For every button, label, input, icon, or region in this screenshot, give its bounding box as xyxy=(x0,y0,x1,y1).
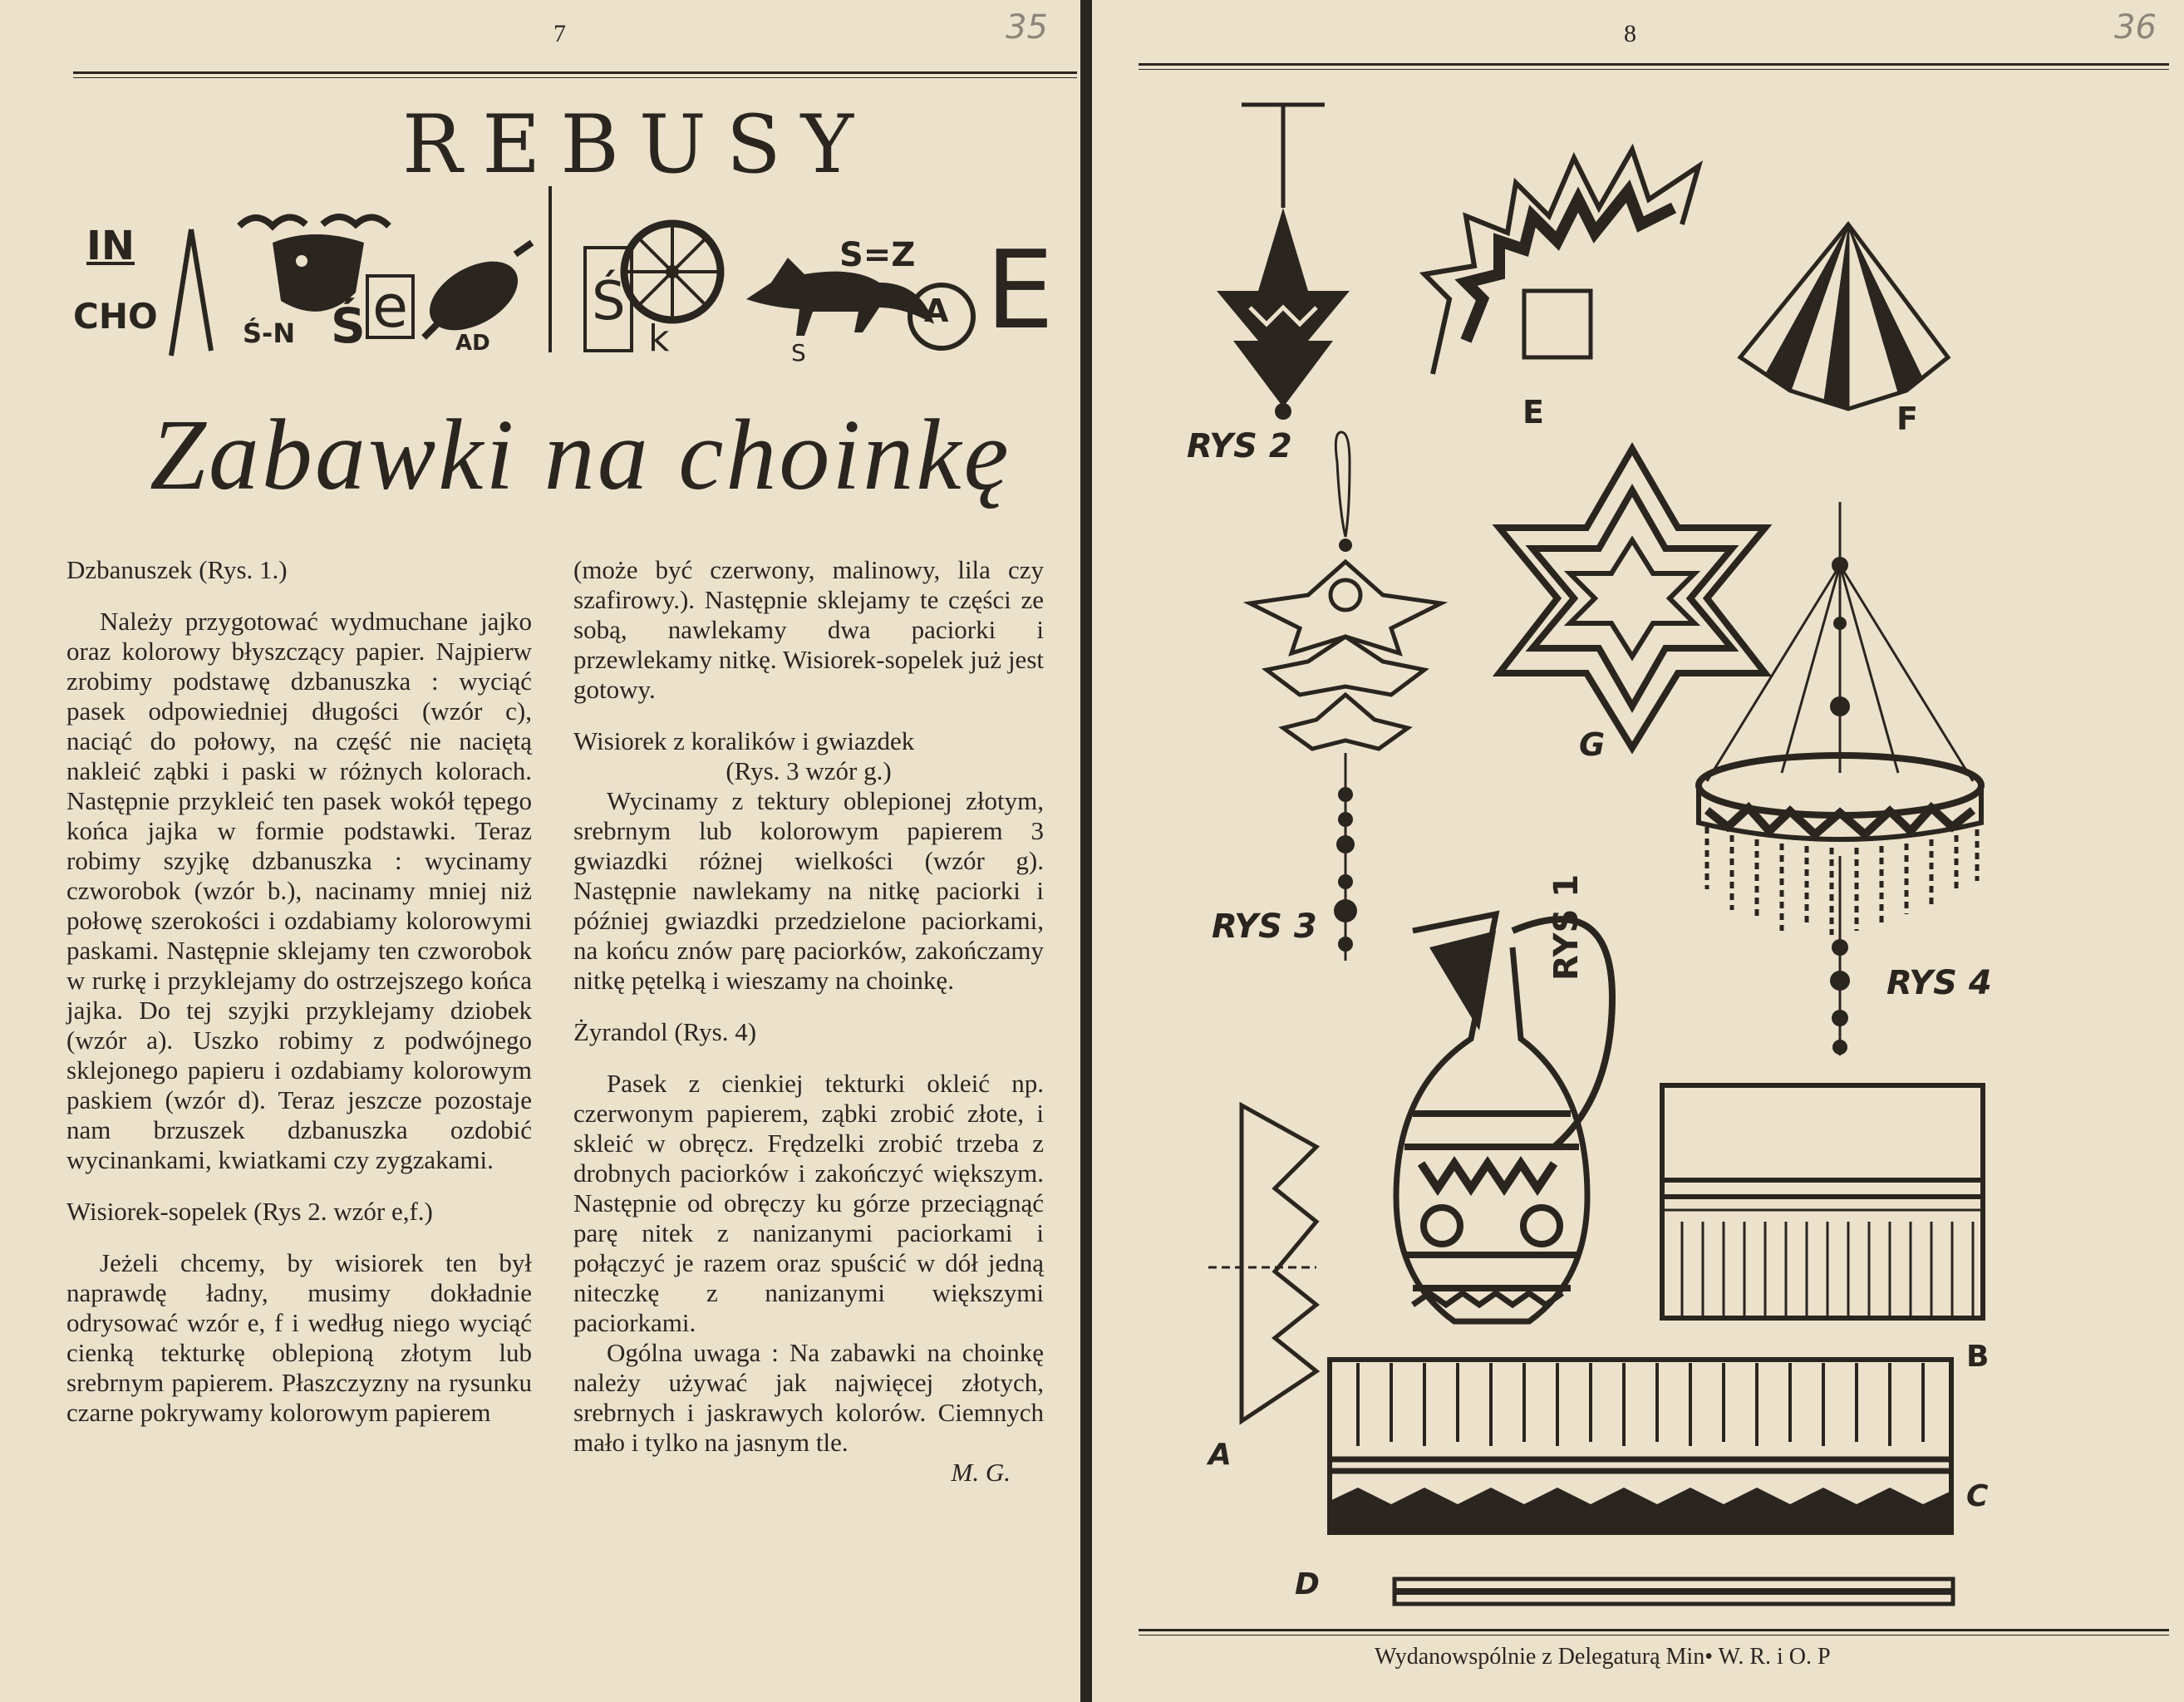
paragraph-dzbanuszek: Należy przygotować wydmuchane jajko oraz kolorowy błyszczący papier. Najpierw zrobimy podstawę dzbanuszka : wyciąć pasek odpowiedniej długości (wzór c), naciąć do połowy, na część nie naciętą nakleić ząbki i paski w różnych kolorach. Następnie przykleić ten pasek wokół tępego końca jajka w formie podstawki. Teraz robimy szyjkę dzbanuszka : wycinamy czworobok (wzór b.), nacinamy mniej niż połowę szerokości i ozdabiamy kolorowymi paskami. Następnie sklejamy ten czworobok w rurkę i przyklejamy do ostrzejszego końca jajka. Do tej szyjki przyklejamy dziobek (wzór a). Uszko robimy z podwójnego sklejonego papieru i ozdabiamy kolorowym paskiem (wzór d). Teraz jeszcze pozostaje nam brzuszek dzbanuszka ozdobić wycinankami, kwiatkami czy zygzakami. xyxy=(66,607,532,1174)
cone-pattern-f-drawing xyxy=(1732,216,1956,416)
left-page xyxy=(0,0,1080,1702)
label-rys1: RYS 1 xyxy=(1547,873,1586,981)
label-b: B xyxy=(1966,1340,1990,1374)
paragraph-zyrandol: Pasek z cienkiej tekturki okleić np. czerwonym papierem, ząbki zrobić złote, i skleić w obręcz. Frędzelki zrobić trzeba z drobnych paciorków i zakończyć większym. Następnie od obręczy ku górze przeciągnąć parę nitek z nanizanymi paciorkami i połączyć je razem oraz spuścić w dół jedną niteczkę z nanizanymi większymi paciorkami. xyxy=(573,1069,1044,1337)
rebus-a-in-g: A xyxy=(924,293,949,329)
header-rule xyxy=(73,71,1077,78)
handle-pattern-d-drawing xyxy=(1391,1576,1956,1609)
label-e: E xyxy=(1522,394,1544,430)
paragraph-wisiorek-koralikow: Wycinamy z tektury oblepionej złotym, srebrnym lub kolorowym papierem 3 gwiazdki różnej wielkości (wzór g). Następnie nawlekamy na nitkę paciorki i później gwiazdki przedzielone paciorkami, na końcu znów parę paciorków, zakończamy nitkę pętelką i wieszamy na choinkę. xyxy=(573,786,1044,995)
wheel-icon xyxy=(618,218,726,326)
spout-pattern-a-drawing xyxy=(1208,1097,1325,1429)
base-pattern-c-drawing xyxy=(1325,1355,1956,1537)
signature: M. G. xyxy=(951,1458,1011,1487)
compass-icon xyxy=(166,226,216,359)
heading-dzbanuszek: Dzbanuszek (Rys. 1.) xyxy=(66,555,288,584)
text-column-2 xyxy=(573,555,1044,1488)
rebus-sn: Ś-N xyxy=(243,317,296,349)
label-c: C xyxy=(1966,1479,1989,1513)
heading-wisiorek-koralikow-ref: (Rys. 3 wzór g.) xyxy=(726,756,892,785)
rebus-sz: S=Z xyxy=(839,236,916,274)
header-rule xyxy=(1139,63,2169,70)
zigzag-pattern-e-drawing xyxy=(1416,133,1715,382)
heading-wisiorek-sopelek: Wisiorek-sopelek (Rys 2. wzór e,f.) xyxy=(66,1197,433,1226)
rebus-a: A xyxy=(321,259,346,296)
footer-rule xyxy=(1139,1629,2169,1636)
label-rys4: RYS 4 xyxy=(1886,964,1992,1002)
page-number: 8 xyxy=(1624,20,1636,47)
publisher-footer: Wydanowspólnie z Delegaturą Min• W. R. i O. P xyxy=(1375,1644,1831,1670)
rebus-in: IN xyxy=(86,223,135,269)
icicle-ornament-drawing xyxy=(1200,91,1366,424)
text-column-1 xyxy=(66,555,532,1428)
rebus-e-big: E xyxy=(986,227,1055,353)
pencil-number: 35 xyxy=(1006,8,1048,47)
paragraph-ogolna-uwaga: Ogólna uwaga : Na zabawki na choinkę należy używać jak najwięcej złotych, srebrnych i jaskrawych kolorów. Ciemnych mało i tylko na jasnym tle. xyxy=(573,1338,1044,1457)
label-g: G xyxy=(1579,726,1606,763)
rebus-title: REBUSY xyxy=(402,98,873,191)
label-d: D xyxy=(1295,1567,1320,1601)
rebus-e-small: e xyxy=(366,274,415,339)
section-title: Zabawki na choinkę xyxy=(150,399,1011,511)
heading-zyrandol: Żyrandol (Rys. 4) xyxy=(573,1017,757,1046)
label-rys3: RYS 3 xyxy=(1212,908,1317,946)
rebus-k: k xyxy=(648,317,670,360)
rebus-s-big: Ś xyxy=(592,271,626,332)
label-a: A xyxy=(1208,1438,1232,1472)
rebus-s-fox: S xyxy=(791,339,806,366)
rebus-divider xyxy=(548,186,552,352)
jug-drawing xyxy=(1363,898,1629,1330)
rebus-s-e: Ś xyxy=(331,298,366,354)
label-rys2: RYS 2 xyxy=(1187,427,1292,465)
paragraph-wisiorek-sopelek: Jeżeli chcemy, by wisiorek ten był naprawdę ładny, musimy dokładnie odrysować wzór e, f i według niego wyciąć cienką tekturkę oblepioną złotym lub srebrnym papierem. Płaszczyzny na rysunku czarne pokrywamy kolorowym papierem xyxy=(66,1248,532,1427)
rebus-ad: AD xyxy=(455,331,490,356)
label-f: F xyxy=(1896,401,1918,437)
neck-pattern-b-drawing xyxy=(1657,1080,1990,1330)
right-page xyxy=(1092,0,2184,1702)
star-pendant-drawing xyxy=(1233,429,1466,969)
heading-wisiorek-koralikow: Wisiorek z koralików i gwiazdek xyxy=(573,726,915,755)
rebus-cho: CHO xyxy=(73,296,158,337)
paragraph-sopelek-cont: (może być czerwony, malinowy, lila czy szafirowy.). Następnie sklejamy te części ze sobą, nawlekamy dwa paciorki i przewlekamy nitkę. Wisiorek-sopelek już jest gotowy. xyxy=(573,555,1044,704)
pencil-number: 36 xyxy=(2114,8,2157,47)
page-number: 7 xyxy=(553,20,566,47)
